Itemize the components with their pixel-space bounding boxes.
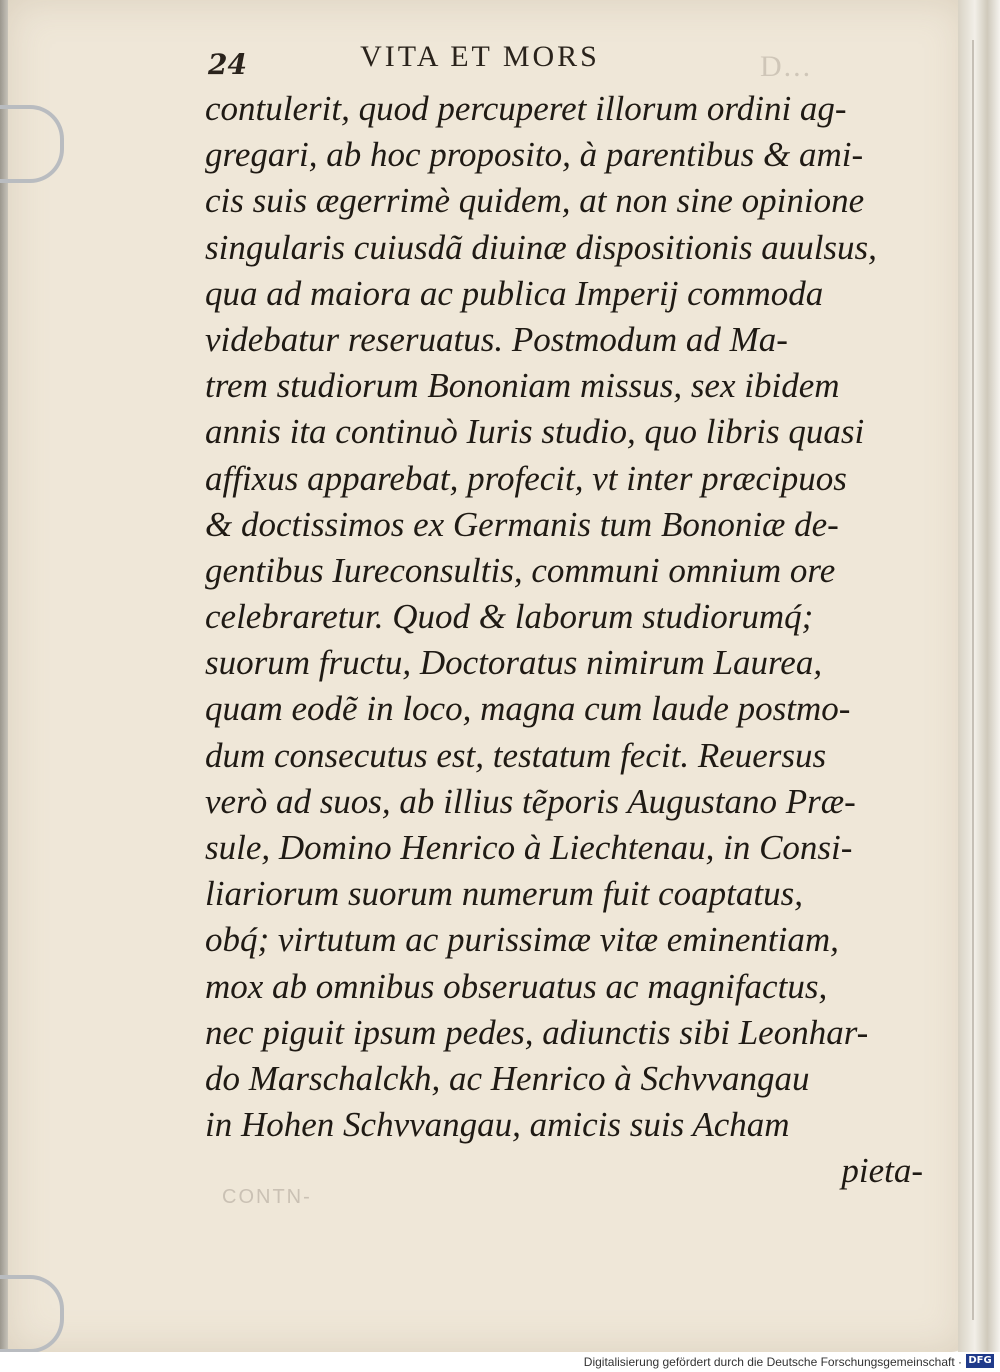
text-line: singularis cuiusdã diuinæ dispositionis auulsus, bbox=[205, 227, 877, 267]
text-line: nec piguit ipsum pedes, adiunctis sibi Leonhar- bbox=[205, 1012, 869, 1052]
text-line: liariorum suorum numerum fuit coaptatus, bbox=[205, 874, 803, 914]
dfg-logo: DFG bbox=[966, 1354, 994, 1368]
text-line: annis ita continuò Iuris studio, quo libris quasi bbox=[205, 412, 865, 452]
text-line: sule, Domino Henrico à Liechtenau, in Consi- bbox=[205, 828, 853, 867]
text-line: do Marschalckh, ac Henrico à Schvvangau bbox=[205, 1058, 810, 1098]
text-line: celebraretur. Quod & laborum studiorumq́; bbox=[205, 597, 814, 637]
text-line: trem studiorum Bononiam missus, sex ibidem bbox=[205, 366, 840, 406]
text-line: in Hohen Schvvangau, amicis suis Acham bbox=[205, 1105, 790, 1145]
text-line: cis suis ægerrimè quidem, at non sine opinione bbox=[205, 181, 865, 221]
text-line: & doctissimos ex Germanis tum Bononiæ de- bbox=[205, 504, 839, 544]
page-number: 24 bbox=[208, 48, 247, 81]
bleed-through-text: CONTN- bbox=[222, 1186, 312, 1208]
text-line: quam eodẽ in loco, magna cum laude postmo- bbox=[205, 689, 851, 729]
text-line: gentibus Iureconsultis, communi omnium ore bbox=[205, 550, 836, 590]
text-line: gregari, ab hoc proposito, à parentibus & ami- bbox=[205, 135, 864, 175]
catchword: pieta- bbox=[841, 1151, 923, 1191]
running-title: VITA ET MORS bbox=[360, 40, 600, 73]
show-through-text: D... bbox=[760, 50, 813, 83]
body-text bbox=[205, 86, 945, 1195]
binder-clip-bottom bbox=[0, 1275, 64, 1353]
text-line: qua ad maiora ac publica Imperij commoda bbox=[205, 273, 824, 313]
page-edge-stack bbox=[958, 0, 1000, 1352]
binder-clip-top bbox=[0, 105, 64, 183]
text-line: verò ad suos, ab illius tẽporis Augustano Præ- bbox=[205, 781, 856, 821]
text-line: mox ab omnibus obseruatus ac magnifactus, bbox=[205, 966, 828, 1006]
text-line: dum consecutus est, testatum fecit. Reuersus bbox=[205, 735, 827, 775]
text-line: obq́; virtutum ac purissimæ vitæ eminentiam, bbox=[205, 920, 839, 960]
text-line: suorum fructu, Doctoratus nimirum Laurea, bbox=[205, 643, 823, 683]
text-line: videbatur reseruatus. Postmodum ad Ma- bbox=[205, 319, 788, 359]
text-line: affixus apparebat, profecit, vt inter præcipuos bbox=[205, 458, 847, 498]
digitization-credit: Digitalisierung gefördert durch die Deutsche Forschungsgemeinschaft · bbox=[583, 1355, 962, 1369]
text-line: contulerit, quod percuperet illorum ordini ag- bbox=[205, 89, 847, 128]
